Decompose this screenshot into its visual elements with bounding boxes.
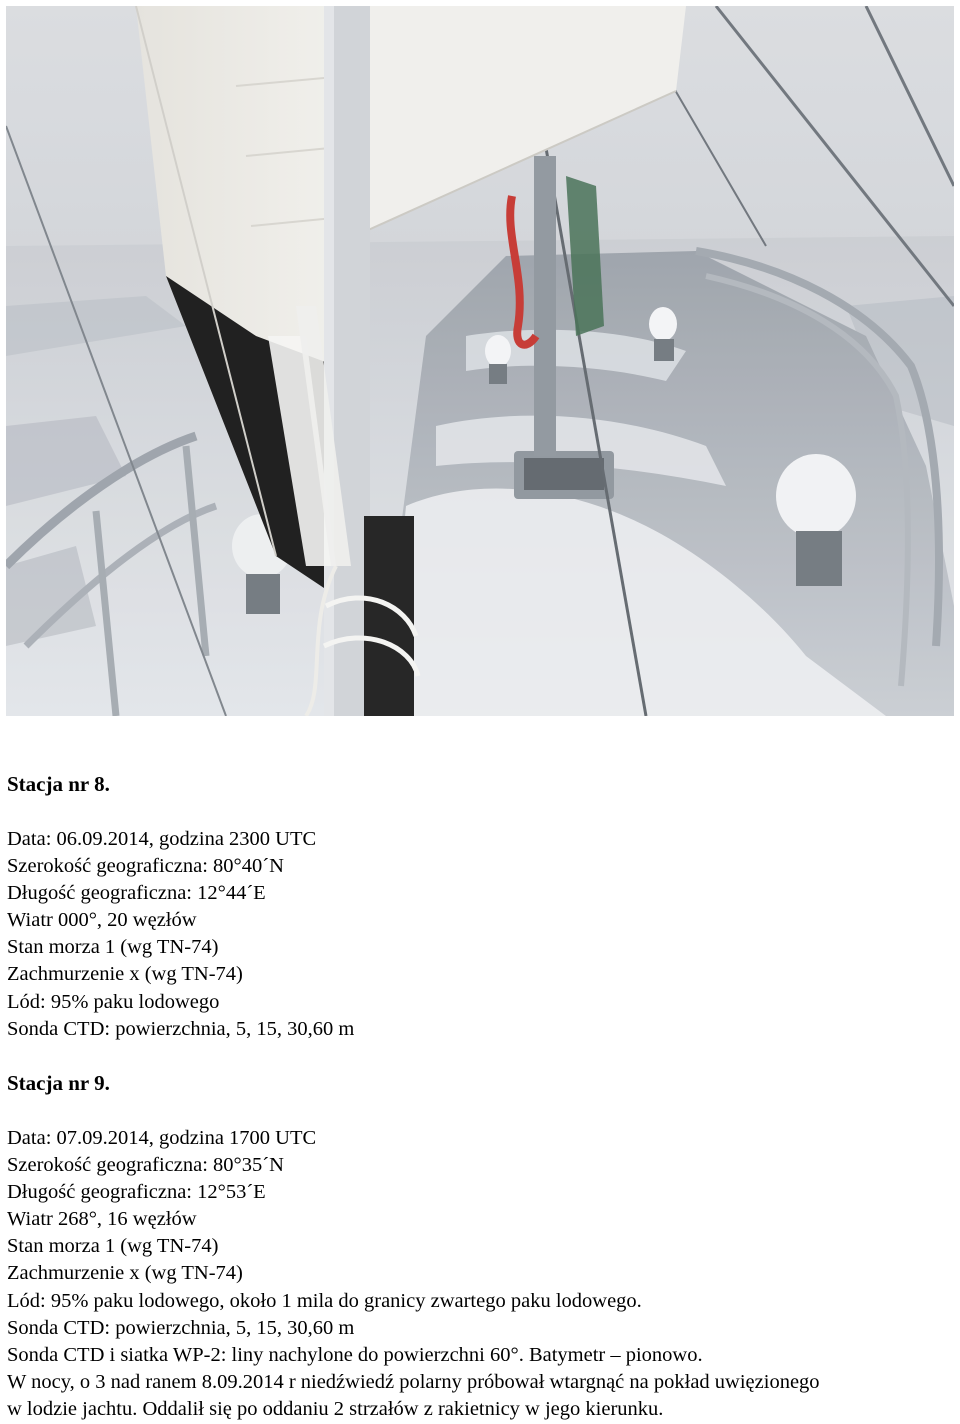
station-8-ctd-probe: Sonda CTD: powierzchnia, 5, 15, 30,60 m <box>7 1017 355 1040</box>
station-8-wind: Wiatr 000°, 20 węzłów <box>7 909 197 932</box>
station-9-ctd-net: Sonda CTD i siatka WP-2: liny nachylone do powierzchni 60°. Batymetr – pionowo. <box>7 1343 703 1366</box>
station-8-heading: Stacja nr 8. <box>7 772 110 796</box>
station-9-heading: Stacja nr 9. <box>7 1071 110 1095</box>
station-9-longitude: Długość geograficzna: 12°53´E <box>7 1181 266 1204</box>
station-8-section <box>7 771 952 798</box>
station-9-date: Data: 07.09.2014, godzina 1700 UTC <box>7 1127 317 1149</box>
station-8-ice: Lód: 95% paku lodowego <box>7 990 220 1013</box>
station-9-ice: Lód: 95% paku lodowego, około 1 mila do granicy zwartego paku lodowego. <box>7 1289 642 1312</box>
station-9-section <box>7 1070 952 1097</box>
station-9-sea-state: Stan morza 1 (wg TN-74) <box>7 1235 219 1258</box>
yacht-ice-photo <box>6 6 954 716</box>
station-8-longitude: Długość geograficzna: 12°44´E <box>7 882 266 905</box>
station-9-night-note-1: W nocy, o 3 nad ranem 8.09.2014 r niedźwiedź polarny próbował wtargnąć na pokład uwięzionego <box>7 1370 820 1393</box>
station-9-wind: Wiatr 268°, 16 węzłów <box>7 1208 197 1231</box>
station-8-sea-state: Stan morza 1 (wg TN-74) <box>7 936 219 959</box>
station-9-night-note-2: w lodzie jachtu. Oddalił się po oddaniu 2 strzałów z rakietnicy w jego kierunku. <box>7 1397 664 1420</box>
station-8-latitude: Szerokość geograficzna: 80°40´N <box>7 855 284 878</box>
station-9-cloud-cover: Zachmurzenie x (wg TN-74) <box>7 1262 243 1285</box>
station-8-details <box>7 826 952 1043</box>
station-9-details <box>7 1125 952 1423</box>
station-9-ctd-probe: Sonda CTD: powierzchnia, 5, 15, 30,60 m <box>7 1316 355 1339</box>
station-8-date: Data: 06.09.2014, godzina 2300 UTC <box>7 828 317 850</box>
yacht-ice-photo-illustration <box>6 6 954 716</box>
station-9-latitude: Szerokość geograficzna: 80°35´N <box>7 1154 284 1177</box>
station-8-cloud-cover: Zachmurzenie x (wg TN-74) <box>7 963 243 986</box>
